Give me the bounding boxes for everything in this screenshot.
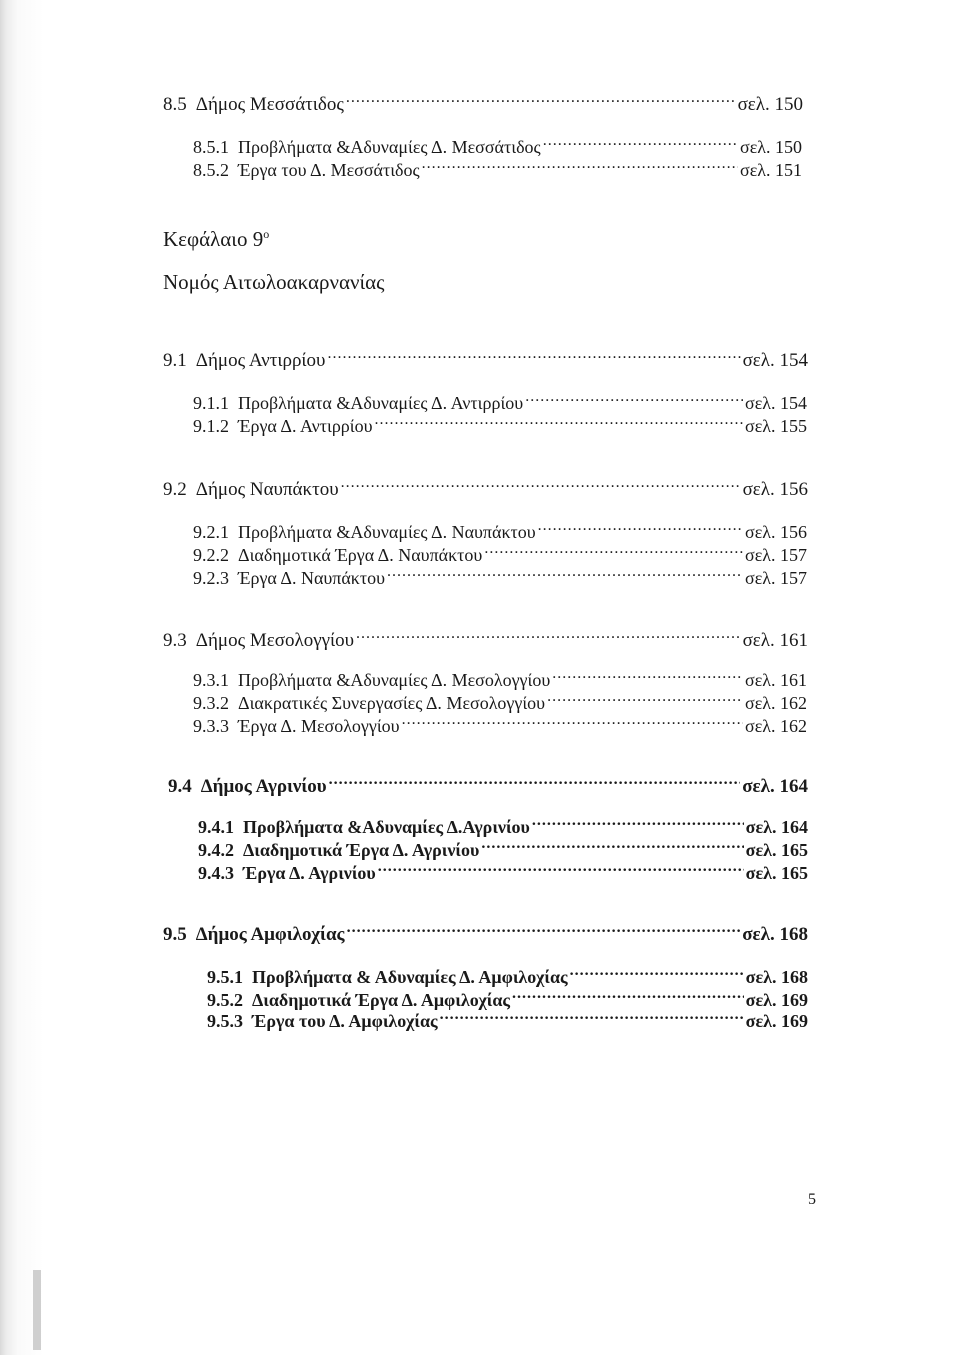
scan-edge-mark [33,1270,41,1350]
toc-entry-number: 9.1 [163,350,187,371]
toc-entry-page: σελ. 156 [742,479,808,500]
toc-entry-title: Δήμος Αμφιλοχίας [195,924,345,945]
toc-entry-number: 9.5.1 [207,967,243,987]
toc-entry-page: σελ. 164 [742,776,808,797]
leader-dots [387,558,743,584]
toc-entry-number: 9.2 [163,479,187,500]
toc-entry-page: σελ. 169 [745,990,808,1010]
toc-entry-number: 9.4 [168,776,192,797]
toc-entry-title: Προβλήματα &Αδυναμίες Δ. Μεσσάτιδος [238,137,541,157]
toc-entry-title: Διακρατικές Συνεργασίες Δ. Μεσολογγίου [238,693,546,713]
toc-entry-number: 9.2.2 [193,545,229,565]
toc-entry-title: Δήμος Αγρινίου [200,776,327,797]
page-number: 5 [808,1191,816,1208]
toc-entry-9-3-3[interactable] [193,706,807,736]
toc-entry-title: Προβλήματα & Αδυναμίες Δ. Αμφιλοχίας [252,967,568,987]
toc-entry-page: σελ. 162 [745,716,807,736]
chapter-heading-text: Κεφάλαιο 9 [163,227,264,251]
toc-entry-title: Δήμος Αντιρρίου [195,350,326,371]
leader-dots [329,766,741,792]
toc-entry-9-5-3[interactable] [207,1001,808,1031]
toc-entry-page: σελ. 164 [745,817,808,837]
toc-entry-9-4-3[interactable] [198,853,808,883]
toc-entry-title: Δήμος Ναυπάκτου [195,479,339,500]
leader-dots [356,620,741,646]
toc-entry-number: 9.3.1 [193,670,229,690]
toc-entry-title: Προβλήματα &Αδυναμίες Δ. Αντιρρίου [238,393,524,413]
toc-entry-number: 9.3.2 [193,693,229,713]
toc-entry-title: Δήμος Μεσολογγίου [195,630,355,651]
toc-entry-page: σελ. 169 [745,1011,808,1031]
toc-entry-title: Έργα Δ. Αντιρρίου [238,416,373,436]
toc-entry-title: Έργα Δ. Ναυπάκτου [238,568,386,588]
toc-entry-9-4[interactable] [168,766,808,797]
toc-entry-number: 9.3.3 [193,716,229,736]
toc-entry-number: 9.5.2 [207,990,243,1010]
toc-entry-title: Διαδημοτικά Έργα Δ. Ναυπάκτου [238,545,483,565]
toc-entry-page: σελ. 156 [745,522,807,542]
toc-entry-number: 9.2.3 [193,568,229,588]
toc-entry-page: σελ. 150 [737,94,803,115]
toc-entry-page: σελ. 165 [745,863,808,883]
toc-entry-number: 9.4.3 [198,863,234,883]
chapter-heading [163,220,269,253]
toc-entry-number: 9.4.1 [198,817,234,837]
toc-entry-title: Έργα Δ. Αγρινίου [243,863,376,883]
toc-entry-9-5[interactable] [163,914,808,945]
toc-entry-number: 8.5.2 [193,160,229,180]
toc-entry-title: Προβλήματα &Αδυναμίες Δ. Ναυπάκτου [238,522,536,542]
toc-entry-page: σελ. 154 [742,350,808,371]
toc-entry-number: 9.5 [163,924,187,945]
toc-entry-title: Διαδημοτικά Έργα Δ. Αμφιλοχίας [252,990,511,1010]
toc-entry-number: 9.5.3 [207,1011,243,1031]
toc-entry-page: σελ. 157 [745,568,807,588]
toc-entry-page: σελ. 161 [742,630,808,651]
leader-dots [402,706,743,732]
toc-entry-9-2[interactable] [163,469,808,500]
leader-dots [378,853,744,879]
toc-entry-page: σελ. 165 [745,840,808,860]
scan-edge-shadow [0,0,44,1355]
toc-entry-title: Διαδημοτικά Έργα Δ. Αγρινίου [243,840,480,860]
toc-entry-number: 9.1.2 [193,416,229,436]
toc-entry-9-1-2[interactable] [193,406,807,436]
toc-entry-number: 9.1.1 [193,393,229,413]
toc-entry-page: σελ. 162 [745,693,807,713]
toc-entry-page: σελ. 155 [745,416,807,436]
toc-entry-8-5-2[interactable] [193,150,802,180]
toc-entry-page: σελ. 168 [745,967,808,987]
toc-entry-page: σελ. 150 [740,137,802,157]
toc-entry-title: Έργα Δ. Μεσολογγίου [238,716,400,736]
toc-entry-number: 8.5.1 [193,137,229,157]
leader-dots [327,340,740,366]
toc-entry-8-5[interactable] [163,84,803,115]
leader-dots [341,469,741,495]
toc-entry-number: 8.5 [163,94,187,115]
toc-entry-title: Έργα του Δ. Μεσσάτιδος [238,160,420,180]
leader-dots [346,84,736,110]
toc-entry-page: σελ. 161 [745,670,807,690]
toc-entry-number: 9.3 [163,630,187,651]
toc-entry-9-3[interactable] [163,620,808,651]
toc-entry-page: σελ. 157 [745,545,807,565]
chapter-heading-ordinal: ο [263,227,270,241]
toc-entry-page: σελ. 154 [745,393,807,413]
chapter-subtitle: Νομός Αιτωλοακαρνανίας [163,270,385,294]
toc-entry-title: Δήμος Μεσσάτιδος [195,94,344,115]
toc-entry-title: Έργα του Δ. Αμφιλοχίας [252,1011,438,1031]
toc-entry-9-2-3[interactable] [193,558,807,588]
leader-dots [347,914,741,940]
leader-dots [422,150,738,176]
toc-entry-number: 9.4.2 [198,840,234,860]
toc-entry-title: Προβλήματα &Αδυναμίες Δ.Αγρινίου [243,817,530,837]
leader-dots [375,406,743,432]
toc-entry-page: σελ. 168 [742,924,808,945]
toc-entry-title: Προβλήματα &Αδυναμίες Δ. Μεσολογγίου [238,670,551,690]
toc-entry-page: σελ. 151 [740,160,802,180]
leader-dots [440,1001,744,1027]
toc-entry-9-1[interactable] [163,340,808,371]
toc-entry-number: 9.2.1 [193,522,229,542]
